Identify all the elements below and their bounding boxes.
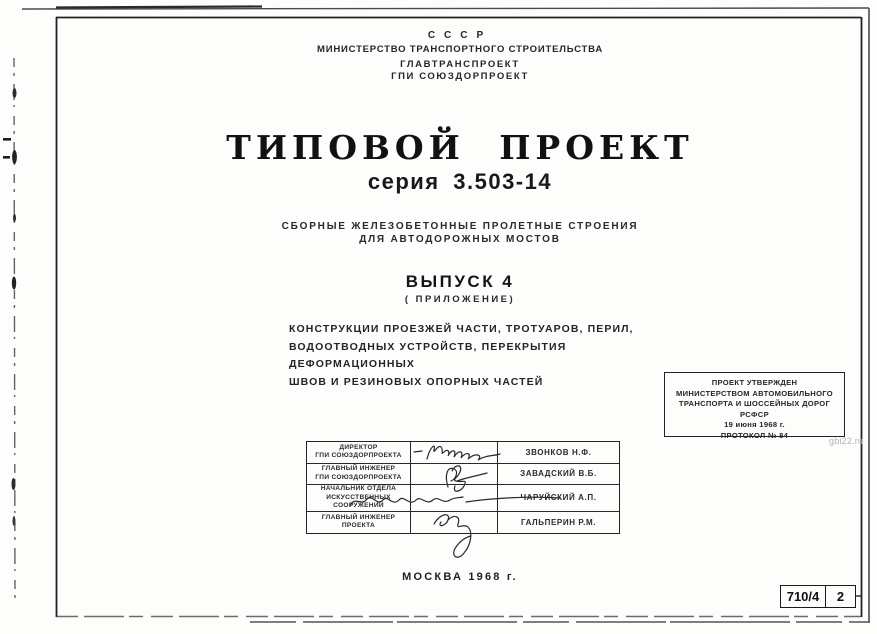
header-country: СССР: [427, 30, 493, 41]
header-ministry: МИНИСТЕРСТВО ТРАНСПОРТНОГО СТРОИТЕЛЬСТВА: [317, 44, 603, 55]
approval-protocol: ПРОТОКОЛ № 84: [720, 430, 789, 440]
role-line2: ИСКУССТВЕННЫХ СООРУЖЕНИЙ: [326, 493, 391, 509]
description-line1: КОНСТРУКЦИИ ПРОЕЗЖЕЙ ЧАСТИ, ТРОТУАРОВ, ПЕРИЛ,: [289, 323, 634, 335]
role-line1: ГЛАВНЫЙ ИНЖЕНЕР: [321, 513, 396, 521]
sheet-number-box: [780, 585, 856, 608]
table-cell-role: [307, 512, 411, 534]
table-cell-role: [307, 485, 411, 512]
table-cell-name: [498, 442, 619, 464]
signature-table: [306, 441, 620, 534]
person-name: ЗВОНКОВ Н.Ф.: [525, 447, 592, 457]
table-cell-signature: [411, 512, 498, 534]
contents-description: [289, 321, 679, 391]
approval-stamp-box: [664, 372, 845, 440]
person-name: ГАЛЬПЕРИН Р.М.: [520, 517, 597, 527]
table-cell-name: [498, 485, 619, 512]
table-cell-signature: [411, 464, 498, 486]
table-cell-role: [307, 464, 411, 486]
person-name: ЗАВАДСКИЙ В.Б.: [520, 469, 597, 479]
approval-line3: ТРАНСПОРТА И ШОССЕЙНЫХ ДОРОГ РСФСР: [678, 399, 831, 419]
header-soyuzdorproekt: ГПИ СОЮЗДОРПРОЕКТ: [391, 71, 529, 82]
description-line3: ШВОВ И РЕЗИНОВЫХ ОПОРНЫХ ЧАСТЕЙ: [289, 375, 544, 388]
role-line1: ГЛАВНЫЙ ИНЖЕНЕР: [321, 465, 396, 473]
description-line2: ВОДООТВОДНЫХ УСТРОЙСТВ, ПЕРЕКРЫТИЯ ДЕФОРМАЦИОННЫХ: [289, 340, 567, 370]
table-cell-role: [307, 442, 411, 464]
approval-date: 19 июня 1968 г.: [724, 420, 785, 430]
table-cell-name: [498, 512, 619, 534]
header-glavtransproekt: ГЛАВТРАНСПРОЕКТ: [400, 59, 520, 70]
album-code: 710/4: [781, 586, 826, 607]
series-number: серия 3.503-14: [367, 169, 553, 194]
role-line1: ДИРЕКТОР: [339, 443, 378, 451]
role-line2: ГПИ СОЮЗДОРПРОЕКТА: [315, 452, 402, 460]
site-watermark: gbi22.ru: [829, 436, 864, 446]
role-line2: ПРОЕКТА: [341, 522, 376, 530]
subtitle-line2: ДЛЯ АВТОДОРОЖНЫХ МОСТОВ: [359, 234, 561, 245]
issue-note: ( ПРИЛОЖЕНИЕ): [404, 294, 516, 305]
imprint-city-year: МОСКВА 1968 г.: [402, 571, 518, 583]
approval-line2: МИНИСТЕРСТВОМ АВТОМОБИЛЬНОГО: [675, 388, 834, 398]
person-name: ЧАРУЙСКИЙ А.П.: [520, 493, 597, 503]
issue-label: ВЫПУСК 4: [405, 272, 515, 291]
role-line2: ГПИ СОЮЗДОРПРОЕКТА: [315, 473, 402, 481]
table-cell-signature: [411, 485, 498, 512]
subtitle-line1: СБОРНЫЕ ЖЕЛЕЗОБЕТОННЫЕ ПРОЛЕТНЫЕ СТРОЕНИЯ: [281, 221, 639, 232]
approval-line1: ПРОЕКТ УТВЕРЖДЕН: [711, 378, 798, 387]
table-cell-signature: [411, 442, 498, 464]
document-title: ТИПОВОЙ ПРОЕКТ: [226, 128, 694, 167]
role-line1: НАЧАЛЬНИК ОТДЕЛА: [320, 485, 397, 492]
table-cell-name: [498, 464, 619, 486]
sheet-number: 2: [836, 589, 845, 604]
